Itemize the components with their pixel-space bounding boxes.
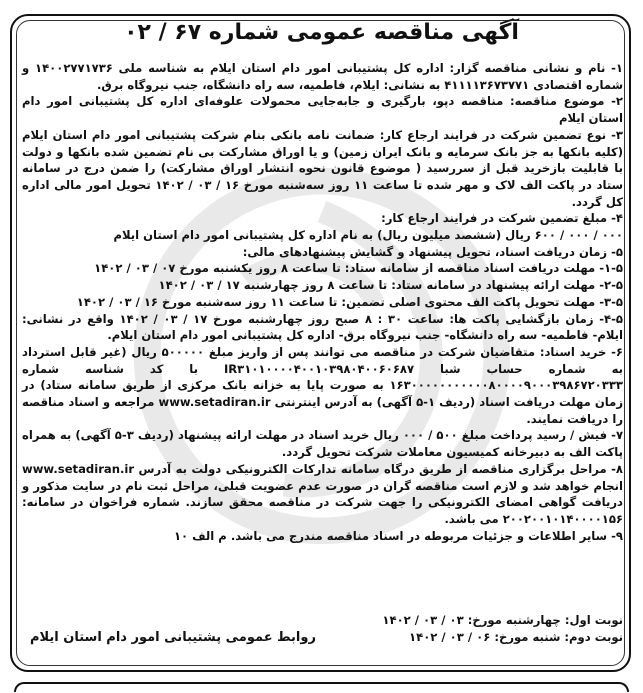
clause-5-3: ۳-۵- مهلت تحویل پاکت الف محتوی اصلی تضمین: تا ساعت ۱۱ روز سه‌شنبه مورخ ۱۶ / ۰۳ / ۱۴۰۲	[76, 294, 623, 309]
clause-9: ۹- سایر اطلاعات و جزئیات مربوطه در اسناد مناقصه مندرج می باشد. م الف ۱۰	[173, 528, 623, 543]
clause-5-1: ۱-۵- مهلت دریافت اسناد مناقصه از سامانه ستاد: تا ساعت ۸ روز یکشنبه مورخ ۰۷ / ۰۳ / ۱۴۰۲	[94, 261, 623, 276]
signature: روابط عمومی پشتیبانی امور دام استان ایلام	[30, 630, 316, 645]
publication-dates	[382, 612, 623, 645]
first-publication-date: نوبت اول: چهارشنبه مورخ: ۰۳ / ۰۳ / ۱۴۰۲	[382, 613, 623, 627]
clause-6: ۶- خرید اسناد: متقاضیان شرکت در مناقصه می توانند پس از واریز مبلغ ۵۰۰۰۰۰ ریال (غیر قابل استرداد به شماره حساب شبا IR۳۱۰۱۰۰۰۰۴۰۰۱۰۳۹۸۰۴۰۰۶۰۶۸۷ با کد شناسه شماره ۱۶۳۰۰۰۰۰۰۰۰۰۰۰۸۰۰۰۰۹۰۰۰۳۹۸۶۷۲۰۳۳۳ به صورت پایا به خزانه بانک مرکزی از طریق سامانه ستاد) در زمان مهلت دریافت اسناد (ردیف ۱-۵ آگهی) به آدرس اینترنتی www.setadiran.ir مراجعه و اسناد مناقصه را دریافت نمایند.	[22, 344, 624, 426]
clause-7: ۷- فیش / رسید پرداخت مبلغ ۵۰۰ / ۰۰۰ ریال خرید اسناد در مهلت ارائه پیشنهاد (ردیف ۳-۵ آگهی) به همراه پاکت الف به دبیرخانه کمیسیون معاملات شرکت تحویل گردد.	[22, 428, 624, 460]
clause-1: ۱- نام و نشانی مناقصه گزار: اداره کل پشتیبانی امور دام استان ایلام به شناسه ملی ۱۴۰۰۲۷۷۱۷۳۶ و شماره اقتصادی ۴۱۱۱۱۳۶۷۳۷۷۱ به نشانی: ایلام، فاطمیه، سه راه دانشگاه، جنب نیروگاه برق.	[22, 61, 623, 92]
notice-footer	[22, 612, 623, 652]
next-notice-border	[14, 682, 629, 692]
clause-5-2: ۲-۵- مهلت ارائه پیشنهاد در سامانه ستاد: تا ساعت ۸ روز چهارشنبه ۱۷ / ۰۳ / ۱۴۰۲	[158, 278, 623, 293]
clause-5: ۵- زمان دریافت اسناد، تحویل پیشنهاد و گشایش پیشنهادهای مالی:	[242, 244, 623, 259]
second-publication-date: نوبت دوم: شنبه مورخ: ۰۶ / ۰۳ / ۱۴۰۲	[409, 629, 623, 644]
clause-2: ۲- موضوع مناقصه: مناقصه دپو، بارگیری و جابه‌جایی محمولات علوفه‌ای اداره کل پشتیبانی امور دام استان ایلام	[22, 94, 623, 126]
clause-4-amount: ۰۰۰ / ۰۰۰ / ۶۰۰ ریال (ششصد میلیون ریال) به نام اداره کل پشتیبانی امور دام استان ایلام	[113, 228, 623, 243]
notice-title: آگهی مناقصه عمومی شماره ۶۷ / ۰۲	[124, 20, 519, 45]
clause-5-4: ۴-۵- زمان بازگشایی پاکت ها: ساعت ۳۰ : ۸ صبح روز چهارشنبه مورخ ۱۷ / ۰۳ / ۱۴۰۲ واقع در نشانی: ایلام- فاطمیه- سه راه دانشگاه- جنب نیروگاه برق- اداره کل پشتیبانی امور دام استان ایلام.	[22, 311, 623, 343]
clause-4: ۴- مبلغ تضمین شرکت در فرایند ارجاع کار:	[381, 211, 623, 226]
clause-8: ۸- مراحل برگزاری مناقصه از طریق درگاه سامانه تدارکات الکترونیکی دولت به آدرس www.setadiran.ir انجام خواهد شد و لازم است مناقصه گران در صورت عدم عضویت قبلی، مراحل ثبت نام در سایت مذکور و دریافت گواهی امضای الکترونیکی را جهت شرکت در مناقصه محقق سازند. شماره فراخوان در سامانه: ۲۰۰۲۰۰۱۰۱۴۰۰۰۰۱۵۶ می باشد.	[22, 461, 623, 526]
clause-3: ۳- نوع تضمین شرکت در فرایند ارجاع کار: ضمانت نامه بانکی بنام شرکت پشتیبانی امور دام استان ایلام (کلیه بانکها به جز بانک سرمایه و بانک ایران زمین) و یا اوراق مشارکت بی نام تضمین شده بانکها و دولت با قابلیت بازخرید قبل از سررسید ( موضوع قانون نحوه انتشار اوراق مشارکت) را ضمن درج در سامانه ستاد در پاکت الف لاک و مهر شده تا ساعت ۱۱ روز سه‌شنبه مورخ ۱۶ / ۰۳ / ۱۴۰۲ تحویل امور مالی اداره کل گردد.	[22, 127, 624, 209]
notice-body	[22, 60, 623, 544]
